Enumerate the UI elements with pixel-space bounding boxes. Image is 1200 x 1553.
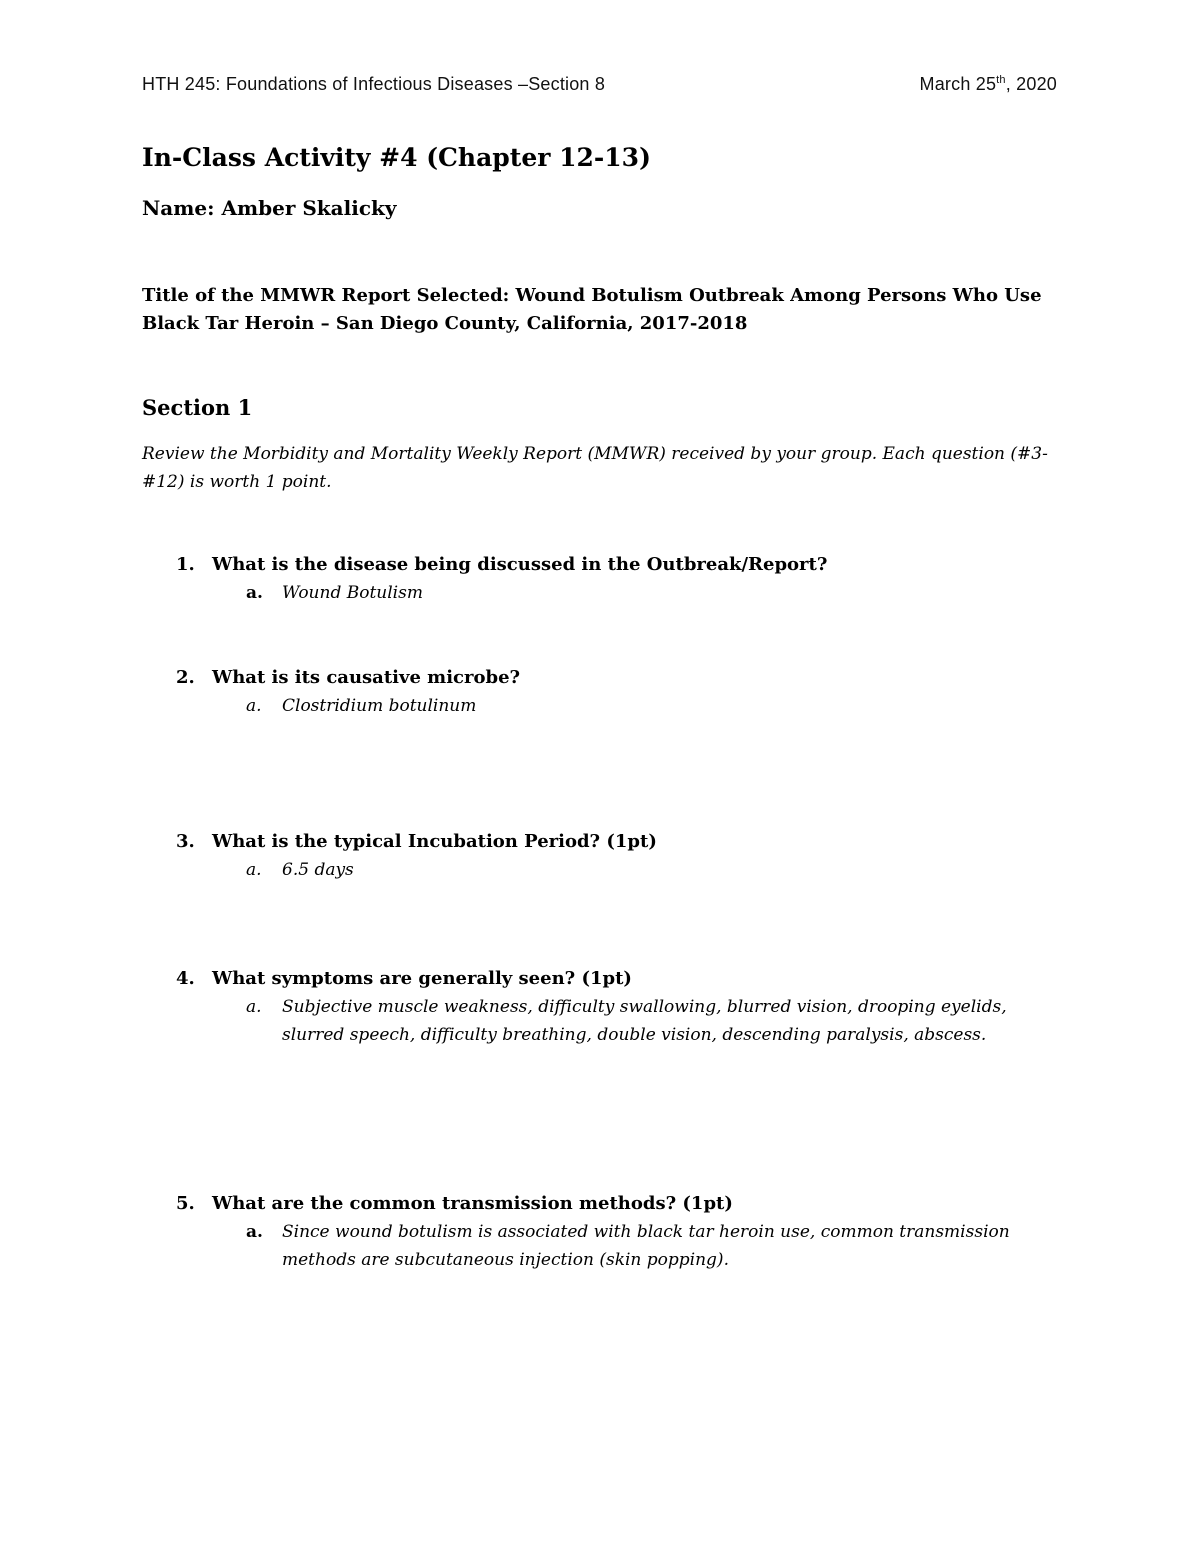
- question-text: What symptoms are generally seen? (1pt): [212, 968, 632, 989]
- question-number: 1.: [176, 554, 195, 575]
- question-text: What are the common transmission methods? (1pt): [212, 1193, 733, 1214]
- answer-letter: a.: [246, 997, 262, 1017]
- question-number: 5.: [176, 1193, 195, 1214]
- question-item: [176, 828, 1056, 884]
- question-item: [176, 551, 1056, 607]
- question-number: 4.: [176, 968, 195, 989]
- date-suffix: , 2020: [1005, 74, 1057, 94]
- question-item: [176, 664, 1056, 720]
- question-number: 2.: [176, 667, 195, 688]
- report-title: Title of the MMWR Report Selected: Wound Botulism Outbreak Among Persons Who Use Black Tar Heroin – San Diego County, California, 2017-2018: [142, 285, 1042, 334]
- answer-letter: a.: [246, 696, 262, 716]
- date-header: [920, 74, 1057, 95]
- question-item: [176, 1190, 1056, 1274]
- answer-letter: a.: [246, 583, 263, 603]
- question-item: [176, 965, 1056, 1049]
- answer-text: Subjective muscle weakness, difficulty swallowing, blurred vision, drooping eyelids, slurred speech, difficulty breathing, double vision, descending paralysis, abscess.: [282, 997, 1007, 1045]
- answer-letter: a.: [246, 860, 262, 880]
- answer-text: Since wound botulism is associated with black tar heroin use, common transmission methods are subcutaneous injection (skin popping).: [282, 1222, 1010, 1270]
- answer-text: Clostridium botulinum: [282, 696, 477, 716]
- question-text: What is the disease being discussed in the Outbreak/Report?: [212, 554, 828, 575]
- answer-text: 6.5 days: [282, 860, 354, 880]
- answer-letter: a.: [246, 1222, 263, 1242]
- question-text: What is the typical Incubation Period? (1pt): [212, 831, 657, 852]
- date-superscript: th: [996, 74, 1006, 86]
- section-instructions: Review the Morbidity and Mortality Weekly Report (MMWR) received by your group. Each question (#3-#12) is worth 1 point.: [142, 444, 1048, 492]
- section-title: Section 1: [142, 395, 253, 420]
- question-text: What is its causative microbe?: [212, 667, 521, 688]
- question-number: 3.: [176, 831, 195, 852]
- page-title: In-Class Activity #4 (Chapter 12-13): [142, 143, 651, 172]
- date-prefix: March 25: [919, 74, 997, 94]
- course-header: HTH 245: Foundations of Infectious Diseases –Section 8: [142, 74, 606, 94]
- answer-text: Wound Botulism: [282, 583, 423, 603]
- student-name: Name: Amber Skalicky: [142, 196, 397, 220]
